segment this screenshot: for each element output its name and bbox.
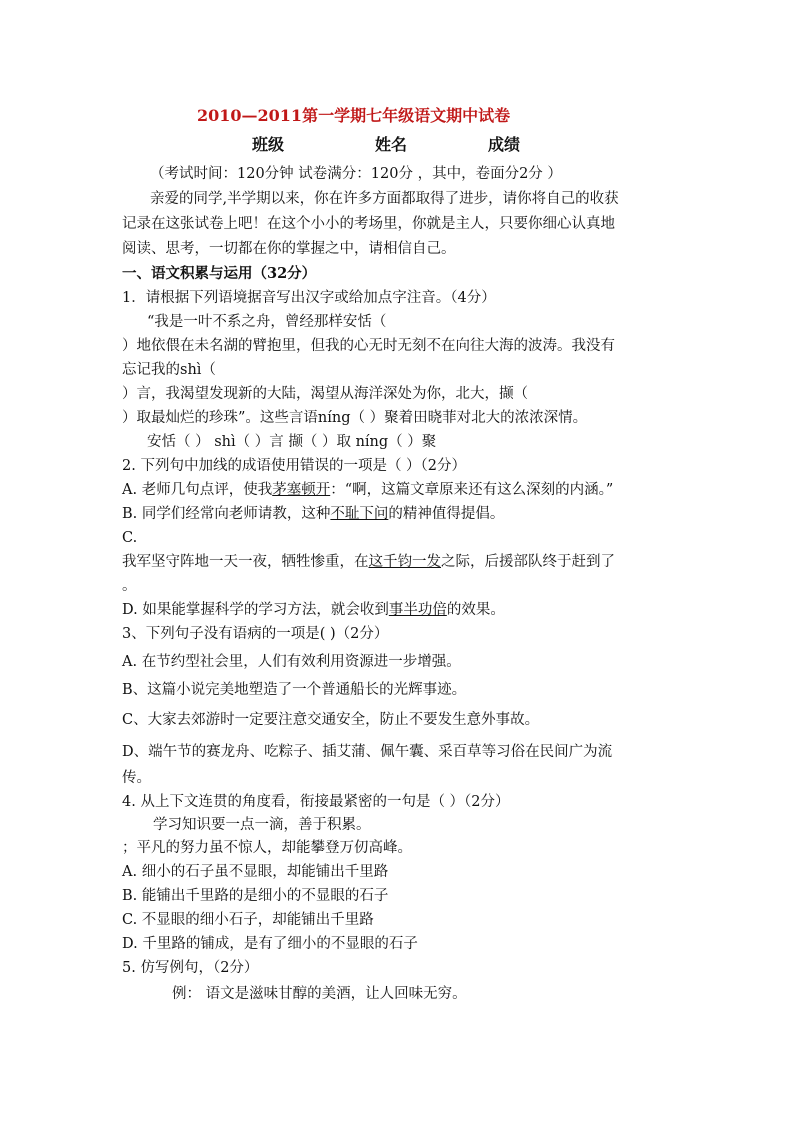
q2-option-c-idiom: 这千钧一发: [368, 554, 441, 570]
q2-option-c-text-end: 之际，后援部队终于赶到了: [441, 554, 615, 570]
q2-option-b-idiom: 不耻下问: [330, 506, 389, 522]
q4-option-d: D. 千里路的铺成，是有了细小的不显眼的石子: [122, 936, 418, 952]
q4-option-a: A. 细小的石子虽不显眼，却能铺出千里路: [122, 864, 389, 880]
q1-line-5: ）取最灿烂的珍珠”。这些言语níng（ ）聚着田晓菲对北大的浓浓深情。: [122, 410, 588, 426]
q2-option-d-text-end: 的效果。: [446, 602, 505, 618]
q3-option-b: B、这篇小说完美地塑造了一个普通船长的光辉事迹。: [122, 682, 467, 698]
q1-stem: 1．请根据下列语境据音写出汉字或给加点字注音。（4分）: [122, 290, 496, 306]
q2-option-b-text: B. 同学们经常向老师请教，这种: [122, 506, 331, 522]
q4-stem: 4. 从上下文连贯的角度看，衔接最紧密的一句是（ ）（2分）: [122, 794, 510, 810]
q5-stem: 5. 仿写例句，（2分）: [122, 960, 259, 976]
q2-option-a-text-end: ：“啊，这篇文章原来还有这么深刻的内涵。”: [330, 482, 614, 498]
q3-option-a: A. 在节约型社会里，人们有效利用资源进一步增强。: [122, 654, 461, 670]
exam-info: （考试时间：120分钟 试卷满分：120分 ，其中，卷面分2分 ）: [150, 166, 562, 182]
score-label: 成绩: [488, 135, 521, 154]
q2-option-a: [122, 480, 613, 500]
q2-option-c: [122, 552, 615, 572]
q3-stem: 3、下列句子没有语病的一项是( )（2分）: [122, 626, 389, 642]
q3-option-d-line-2: 传。: [122, 770, 151, 786]
q4-option-c: C. 不显眼的细小石子，却能铺出千里路: [122, 912, 374, 928]
q3-option-c: C、大家去郊游时一定要注意交通安全，防止不要发生意外事故。: [122, 712, 540, 728]
exam-title: 2010—2011第一学期七年级语文期中试卷: [197, 106, 511, 125]
q1-line-2: ）地依偎在未名湖的臂抱里，但我的心无时无刻不在向往大海的波涛。我没有: [122, 338, 615, 354]
section-1-heading: 一、语文积累与运用（32分）: [122, 265, 317, 282]
name-label: 姓名: [375, 135, 408, 154]
q4-context-line-2: ；平凡的努力虽不惊人，却能攀登万仞高峰。: [122, 840, 412, 856]
q2-option-c-text: 我军坚守阵地一天一夜，牺牲惨重，在: [122, 554, 369, 570]
q2-option-b-text-end: 的精神值得提倡。: [388, 506, 505, 522]
q4-option-b: B. 能铺出千里路的是细小的不显眼的石子: [122, 888, 389, 904]
q2-option-c-end: 。: [122, 578, 137, 594]
q2-option-d: [122, 600, 505, 620]
class-label: 班级: [252, 135, 285, 154]
q1-line-4: ）言，我渴望发现新的大陆，渴望从海洋深处为你，北大，撷（: [122, 386, 528, 402]
q2-stem: 2. 下列句中加线的成语使用错误的一项是（ ）（2分）: [122, 458, 467, 474]
intro-line-3: 阅读、思考，一切都在你的掌握之中，请相信自己。: [122, 241, 456, 257]
intro-line-2: 记录在这张试卷上吧！在这个小小的考场里，你就是主人，只要你细心认真地: [122, 216, 615, 232]
intro-line-1: 亲爱的同学,半学期以来，你在许多方面都取得了进步，请你将自己的收获: [150, 191, 619, 207]
q2-option-d-idiom: 事半功倍: [388, 602, 447, 618]
q1-line-1: “我是一叶不系之舟，曾经那样安恬（: [147, 314, 387, 330]
q3-option-d-line-1: D、端午节的赛龙舟、吃粽子、插艾蒲、佩午囊、采百草等习俗在民间广为流: [122, 744, 613, 760]
q1-answer-blanks: 安恬（ ） shì（ ）言 撷（ ）取 níng（ ）聚: [147, 434, 437, 450]
q1-line-3: 忘记我的shì（: [122, 362, 216, 378]
q2-option-c-label: C.: [122, 530, 138, 546]
q2-option-d-text: D. 如果能掌握科学的学习方法，就会收到: [122, 602, 389, 618]
q2-option-a-idiom: 茅塞顿开: [272, 482, 331, 498]
q2-option-a-text: A. 老师几句点评，使我: [122, 482, 273, 498]
q5-example: 例： 语文是滋味甘醇的美酒，让人回味无穷。: [172, 986, 467, 1002]
q4-context-line-1: 学习知识要一点一滴，善于积累。: [153, 817, 371, 833]
q2-option-b: [122, 504, 504, 524]
